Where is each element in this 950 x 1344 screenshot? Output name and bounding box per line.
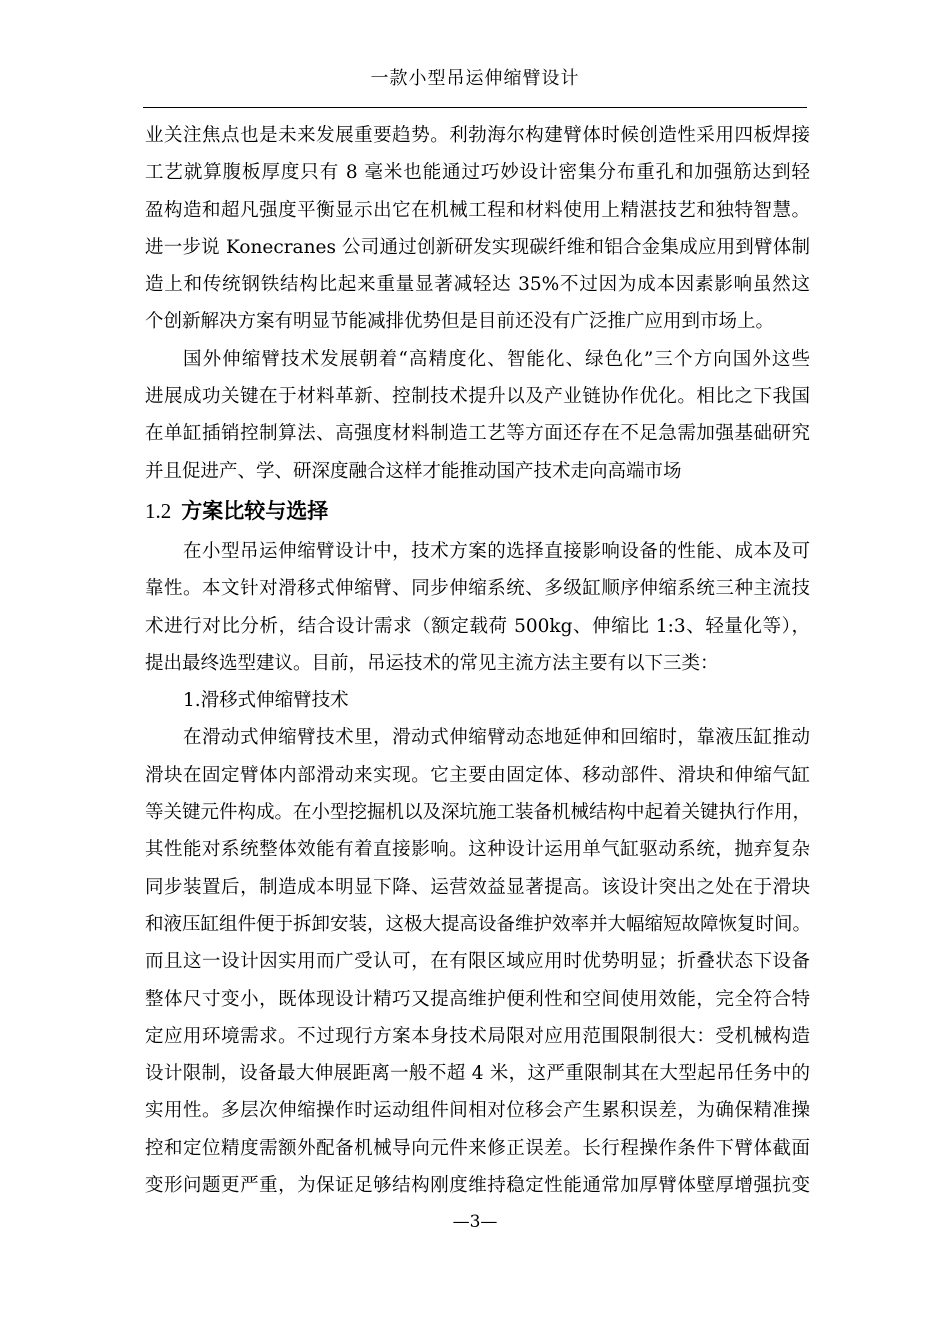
text-line: 和液压缸组件便于拆卸安装，这极大提高设备维护效率并大幅缩短故障恢复时间。 xyxy=(145,913,812,935)
section-heading xyxy=(145,490,810,533)
text-line: 控和定位精度需额外配备机械导向元件来修正误差。长行程操作条件下臂体截面 xyxy=(145,1137,810,1159)
text-line: 整体尺寸变小，既体现设计精巧又提高维护便利性和空间使用效能，完全符合特 xyxy=(145,988,810,1010)
text-line: 业关注焦点也是未来发展重要趋势。利勃海尔构建臂体时候创造性采用四板焊接 xyxy=(145,125,810,146)
text-line: 国外伸缩臂技术发展朝着“高精度化、智能化、绿色化”三个方向国外这些 xyxy=(183,348,810,370)
text-line: 设计限制，设备最大伸展距离一般不超 4 米，这严重限制其在大型起吊任务中的 xyxy=(145,1063,810,1085)
text-line: 同步装置后，制造成本明显下降、运营效益显著提高。该设计突出之处在于滑块 xyxy=(145,876,810,898)
text-line: 造上和传统钢铁结构比起来重量显著减轻达 35%不过因为成本因素影响虽然这 xyxy=(145,274,810,296)
text-line: 变形问题更严重，为保证足够结构刚度维持稳定性能通常加厚臂体壁厚增强抗变 xyxy=(145,1175,810,1197)
header-divider xyxy=(143,107,807,108)
section-number: 1.2 xyxy=(145,498,172,523)
text-line: 靠性。本文针对滑移式伸缩臂、同步伸缩系统、多级缸顺序伸缩系统三种主流技 xyxy=(145,578,810,600)
text-line: 定应用环境需求。不过现行方案本身技术局限对应用范围限制很大：受机械构造 xyxy=(145,1025,810,1047)
text-line: 在小型吊运伸缩臂设计中，技术方案的选择直接影响设备的性能、成本及可 xyxy=(183,540,810,562)
text-line: 在单缸插销控制算法、高强度材料制造工艺等方面还存在不足急需加强基础研究 xyxy=(145,423,810,445)
text-line: 盈构造和超凡强度平衡显示出它在机械工程和材料使用上精湛技艺和独特智慧。 xyxy=(145,199,810,221)
text-line: 并且促进产、学、研深度融合这样才能推动国产技术走向高端市场 xyxy=(145,460,682,482)
page-body xyxy=(145,117,810,1204)
subsection-heading: 1.滑移式伸缩臂技术 xyxy=(183,690,349,712)
text-line: 进一步说 Konecranes 公司通过创新研发实现碳纤维和铝合金集成应用到臂体制 xyxy=(145,236,810,258)
text-line: 实用性。多层次伸缩操作时运动组件间相对位移会产生累积误差，为确保精准操 xyxy=(145,1100,810,1122)
paragraph-3 xyxy=(145,533,810,682)
page-number: —3— xyxy=(452,1212,498,1232)
text-line: 个创新解决方案有明显节能减排优势但是目前还没有广泛推广应用到市场上。 xyxy=(145,311,775,333)
paragraph-1 xyxy=(145,117,810,341)
text-line: 其性能对系统整体效能有着直接影响。这种设计运用单气缸驱动系统，抛弃复杂 xyxy=(145,839,810,861)
text-line: 提出最终选型建议。目前，吊运技术的常见主流方法主要有以下三类： xyxy=(145,652,719,674)
paragraph-4 xyxy=(145,719,810,1204)
text-line: 在滑动式伸缩臂技术里，滑动式伸缩臂动态地延伸和回缩时，靠液压缸推动 xyxy=(183,727,810,749)
section-title: 方案比较与选择 xyxy=(181,498,329,523)
text-line: 而且这一设计因实用而广受认可，在有限区域应用时优势明显；折叠状态下设备 xyxy=(145,951,810,973)
text-line: 等关键元件构成。在小型挖掘机以及深坑施工装备机械结构中起着关键执行作用， xyxy=(145,802,812,824)
text-line: 滑块在固定臂体内部滑动来实现。它主要由固定体、移动部件、滑块和伸缩气缸 xyxy=(145,764,810,786)
text-line: 术进行对比分析，结合设计需求（额定载荷 500kg、伸缩比 1:3、轻量化等）， xyxy=(145,615,810,637)
text-line: 工艺就算腹板厚度只有 8 毫米也能通过巧妙设计密集分布重孔和加强筋达到轻 xyxy=(145,162,810,184)
paragraph-2 xyxy=(145,341,810,490)
running-header: 一款小型吊运伸缩臂设计 xyxy=(370,68,580,89)
text-line: 进展成功关键在于材料革新、控制技术提升以及产业链协作优化。相比之下我国 xyxy=(145,386,810,408)
